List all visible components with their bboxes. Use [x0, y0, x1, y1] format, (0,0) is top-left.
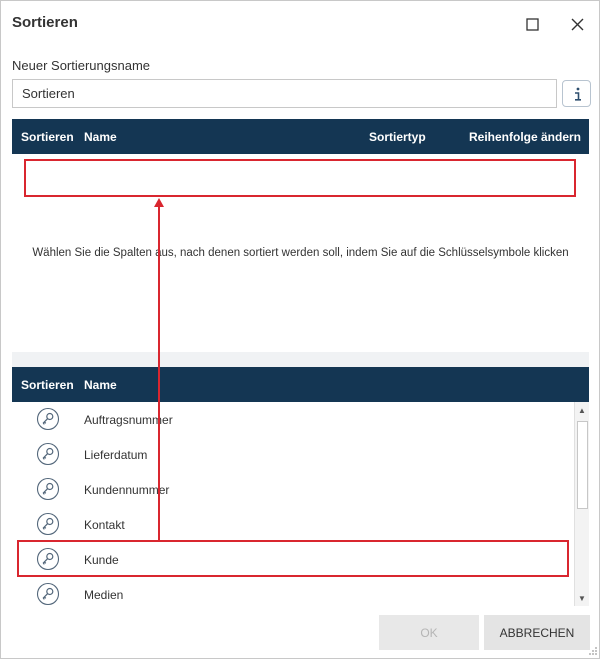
list-item[interactable]	[12, 437, 574, 472]
cancel-button[interactable]: ABBRECHEN	[484, 615, 590, 650]
drop-target-highlight	[24, 159, 576, 197]
scroll-thumb[interactable]	[577, 421, 588, 509]
column-name: Medien	[84, 588, 124, 602]
available-columns-header	[12, 367, 589, 402]
selected-columns-header	[12, 119, 589, 154]
resize-grip-icon[interactable]	[586, 646, 598, 658]
list-item[interactable]	[12, 472, 574, 507]
header-name: Name	[84, 130, 117, 144]
column-name: Kunde	[84, 553, 119, 567]
key-icon[interactable]	[36, 442, 60, 466]
close-button[interactable]	[566, 13, 588, 35]
column-name: Auftragsnummer	[84, 413, 173, 427]
sort-name-input[interactable]	[12, 79, 557, 108]
info-button[interactable]	[562, 80, 591, 107]
title-bar	[1, 1, 599, 47]
header-name: Name	[84, 378, 117, 392]
header-change-order: Reihenfolge ändern	[469, 130, 582, 144]
section-divider	[12, 352, 589, 367]
dialog-title: Sortieren	[12, 14, 78, 31]
sort-name-label: Neuer Sortierungsname	[12, 58, 151, 73]
header-sorttype: Sortiertyp	[369, 130, 426, 144]
list-item[interactable]	[12, 507, 574, 542]
header-sort: Sortieren	[21, 378, 74, 392]
close-icon	[571, 18, 584, 31]
list-item[interactable]	[12, 402, 574, 437]
key-icon[interactable]	[36, 582, 60, 606]
ok-button[interactable]: OK	[379, 615, 479, 650]
row-highlight-annotation	[17, 540, 569, 577]
column-name: Kundennummer	[84, 483, 170, 497]
list-item[interactable]	[12, 577, 574, 606]
key-icon[interactable]	[36, 407, 60, 431]
info-icon	[570, 86, 584, 102]
key-icon[interactable]	[36, 512, 60, 536]
maximize-button[interactable]	[521, 13, 543, 35]
list-scrollbar[interactable]	[574, 402, 589, 606]
scroll-down-icon[interactable]: ▼	[578, 593, 586, 603]
key-icon[interactable]	[36, 477, 60, 501]
instruction-text: Wählen Sie die Spalten aus, nach denen sortiert werden soll, indem Sie auf die Schlüsselsymbole klicken	[32, 247, 569, 259]
header-sort: Sortieren	[21, 130, 74, 144]
column-name: Lieferdatum	[84, 448, 148, 462]
scroll-up-icon[interactable]: ▲	[578, 405, 586, 415]
column-name: Kontakt	[84, 518, 125, 532]
maximize-icon	[526, 18, 539, 31]
